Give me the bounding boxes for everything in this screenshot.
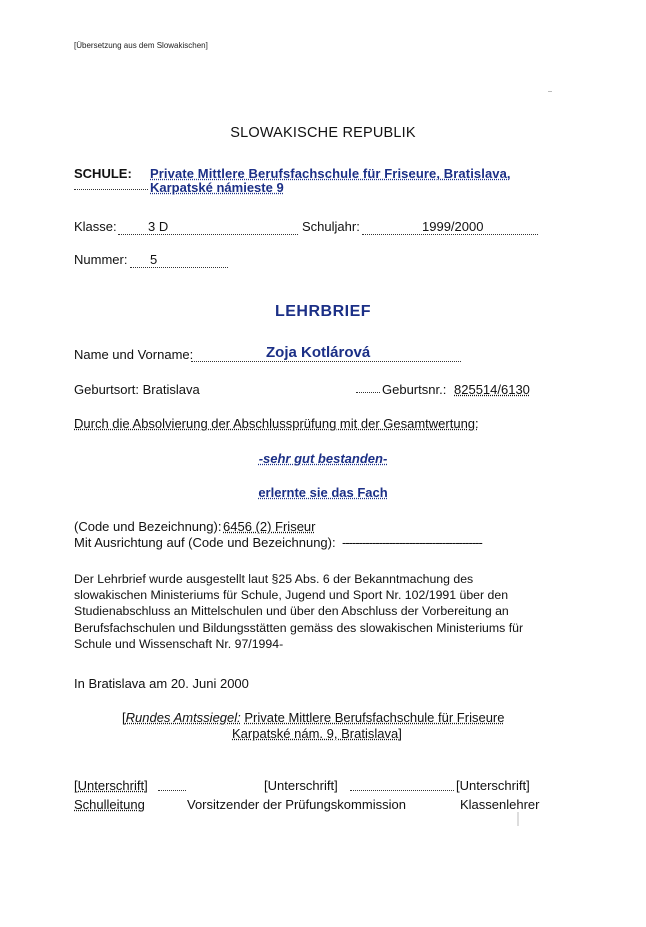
role-school-head: Schulleitung — [74, 797, 145, 812]
exam-line: Durch die Absolvierung der Abschlussprüfung mit der Gesamtwertung: — [74, 416, 479, 431]
paragraph-line: Schule und Wissenschaft Nr. 97/1994- — [74, 636, 284, 651]
seal-text1: Private Mittlere Berufsfachschule für Friseure — [244, 710, 505, 725]
school-label: SCHULE: — [74, 166, 132, 181]
document-title: LEHRBRIEF — [274, 303, 372, 320]
school-name-line2: Karpatské námieste 9 — [150, 180, 284, 195]
signature-dotted-filler-2 — [350, 790, 454, 791]
translation-note: [Übersetzung aus dem Slowakischen] — [74, 41, 208, 50]
state-heading: SLOWAKISCHE REPUBLIK — [230, 125, 416, 141]
seal-text2: Karpatské nám. 9, Bratislava] — [232, 726, 402, 741]
orientation-value: ------------------------------------------ — [342, 535, 482, 550]
signature-school-head: [Unterschrift] — [74, 778, 148, 793]
paragraph-line: slowakischen Ministeriums für Schule, Jugend und Sport Nr. 102/1991 über den — [74, 588, 509, 603]
role-commission-chair: Vorsitzender der Prüfungskommission — [187, 797, 406, 812]
school-dotted-filler — [74, 189, 148, 190]
code-value: 6456 (2) Friseur — [223, 519, 316, 534]
schoolyear-value: 1999/2000 — [362, 219, 538, 235]
grade-text: -sehr gut bestanden- — [258, 451, 388, 466]
signature-commission-chair: [Unterschrift] — [264, 778, 338, 793]
birthnumber-label: Geburtsnr.: — [382, 382, 447, 397]
paragraph-line: Berufsfachschulen und Bildungsstätten gemäss des slowakischen Ministeriums für — [74, 620, 524, 635]
schoolyear-label: Schuljahr: — [302, 219, 360, 234]
school-name-line1: Private Mittlere Berufsfachschule für Friseure, Bratislava, — [150, 166, 511, 181]
scan-speck — [517, 812, 519, 826]
name-value: Zoja Kotlárová — [191, 344, 461, 362]
role-class-teacher: Klassenlehrer — [460, 797, 540, 812]
orientation-label: Mit Ausrichtung auf (Code und Bezeichnung): — [74, 535, 336, 550]
signature-dotted-filler-1 — [158, 790, 186, 791]
seal-open-bracket: [ — [122, 710, 126, 725]
birth-dotted-filler — [356, 392, 380, 393]
code-label: (Code und Bezeichnung): — [74, 519, 222, 534]
seal-line1 — [122, 710, 505, 725]
class-value: 3 D — [118, 219, 298, 235]
signature-class-teacher: [Unterschrift] — [456, 778, 530, 793]
seal-label: Rundes Amtssiegel: — [125, 710, 241, 725]
number-value: 5 — [130, 252, 228, 268]
class-label: Klasse: — [74, 219, 117, 234]
paragraph-line: Studienabschluss an Mittelschulen und über den Abschluss der Vorbereitung an — [74, 604, 509, 619]
scan-speck — [548, 91, 552, 92]
number-label: Nummer: — [74, 252, 128, 267]
place-date: In Bratislava am 20. Juni 2000 — [74, 676, 249, 691]
birthnumber-value: 825514/6130 — [454, 382, 530, 397]
birthplace-label: Geburtsort: Bratislava — [74, 382, 200, 397]
legal-paragraph — [74, 571, 574, 652]
paragraph-line: Der Lehrbrief wurde ausgestellt laut §25 Abs. 6 der Bekanntmachung des — [74, 572, 474, 586]
name-label: Name und Vorname: — [74, 347, 194, 362]
learned-subject-text: erlernte sie das Fach — [258, 485, 388, 500]
